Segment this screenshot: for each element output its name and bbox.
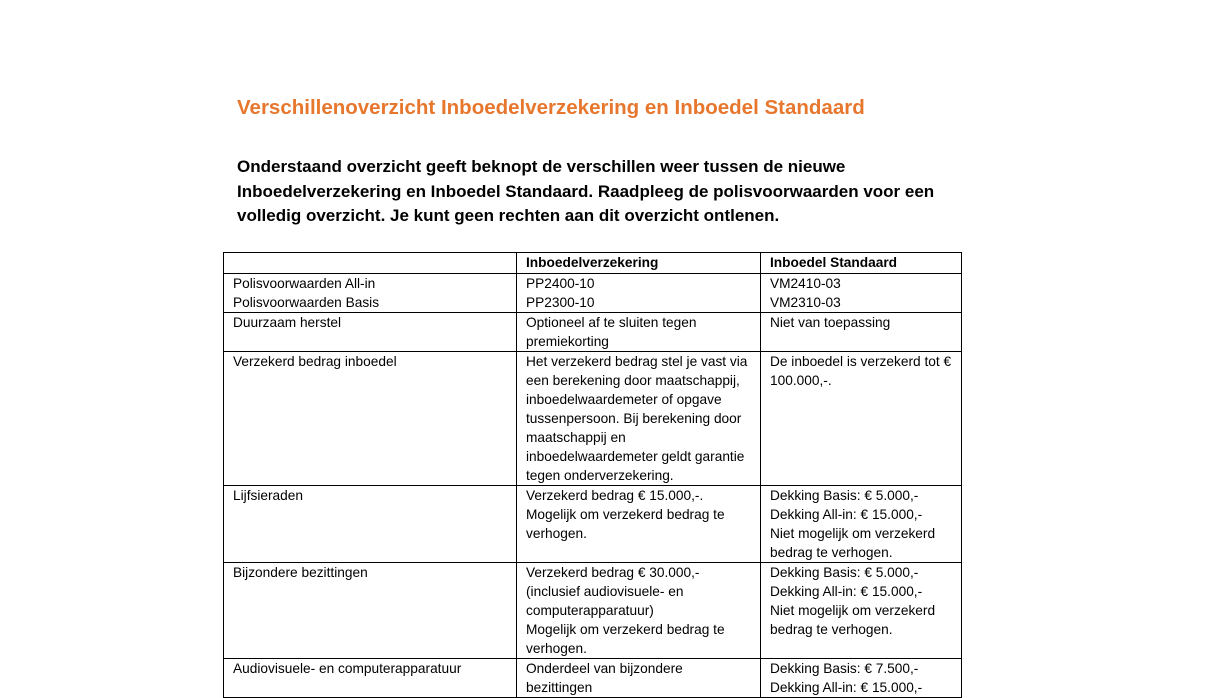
table-row <box>224 352 962 486</box>
cell-line: PP2400-10 <box>526 276 595 291</box>
cell-line: Audiovisuele- en computerapparatuur <box>233 661 462 676</box>
cell-line: Polisvoorwaarden All-in <box>233 276 376 291</box>
table-header-row <box>224 253 962 274</box>
inboedelverzekering-cell <box>517 352 761 486</box>
intro-paragraph <box>237 155 977 229</box>
row-label-cell <box>224 274 517 313</box>
header-inboedelverzekering: Inboedelverzekering <box>517 253 761 274</box>
cell-line: Niet mogelijk om verzekerd <box>770 526 936 541</box>
cell-line: bedrag te verhogen. <box>770 622 893 637</box>
row-label-cell <box>224 563 517 659</box>
inboedelverzekering-cell <box>517 486 761 563</box>
cell-line: Mogelijk om verzekerd bedrag te <box>526 507 725 522</box>
header-empty <box>224 253 517 274</box>
cell-line: Het verzekerd bedrag stel je vast via <box>526 354 748 369</box>
cell-line: inboedelwaardemeter of opgave <box>526 392 722 407</box>
cell-line: Verzekerd bedrag € 15.000,-. <box>526 488 704 503</box>
cell-line: verhogen. <box>526 526 587 541</box>
header-inboedel-standaard: Inboedel Standaard <box>761 253 962 274</box>
cell-line: tegen onderverzekering. <box>526 468 674 483</box>
intro-line: volledig overzicht. Je kunt geen rechten aan dit overzicht ontlenen. <box>237 206 780 225</box>
intro-line: Onderstaand overzicht geeft beknopt de verschillen weer tussen de nieuwe <box>237 157 846 176</box>
cell-line: computerapparatuur) <box>526 603 654 618</box>
cell-line: Niet van toepassing <box>770 315 891 330</box>
table-row <box>224 563 962 659</box>
inboedel-standaard-cell <box>761 486 962 563</box>
table-row <box>224 486 962 563</box>
table-row <box>224 274 962 313</box>
inboedelverzekering-cell <box>517 313 761 352</box>
cell-line: Dekking All-in: € 15.000,- <box>770 507 923 522</box>
cell-line: VM2310-03 <box>770 295 841 310</box>
cell-line: 100.000,-. <box>770 373 832 388</box>
cell-line: verhogen. <box>526 641 587 656</box>
inboedel-standaard-cell <box>761 274 962 313</box>
row-label-cell <box>224 486 517 563</box>
row-label-cell <box>224 313 517 352</box>
inboedelverzekering-cell <box>517 274 761 313</box>
inboedel-standaard-cell <box>761 352 962 486</box>
cell-line: Dekking Basis: € 5.000,- <box>770 565 919 580</box>
cell-line: (inclusief audiovisuele- en <box>526 584 684 599</box>
cell-line: Dekking All-in: € 15.000,- <box>770 584 923 599</box>
cell-line: De inboedel is verzekerd tot € <box>770 354 952 369</box>
cell-line: VM2410-03 <box>770 276 841 291</box>
row-label-cell <box>224 659 517 698</box>
table-row <box>224 659 962 698</box>
cell-line: Duurzaam herstel <box>233 315 342 330</box>
cell-line: een berekening door maatschappij, <box>526 373 740 388</box>
cell-line: Dekking Basis: € 7.500,- <box>770 661 919 676</box>
cell-line: Verzekerd bedrag € 30.000,- <box>526 565 700 580</box>
table-row <box>224 313 962 352</box>
comparison-table <box>223 252 962 698</box>
cell-line: inboedelwaardemeter geldt garantie <box>526 449 745 464</box>
inboedelverzekering-cell <box>517 659 761 698</box>
cell-line: maatschappij en <box>526 430 626 445</box>
table-body <box>224 274 962 698</box>
cell-line: Optioneel af te sluiten tegen <box>526 315 697 330</box>
cell-line: Lijfsieraden <box>233 488 304 503</box>
cell-line: tussenpersoon. Bij berekening door <box>526 411 742 426</box>
inboedel-standaard-cell <box>761 313 962 352</box>
cell-line: Dekking Basis: € 5.000,- <box>770 488 919 503</box>
cell-line: Dekking All-in: € 15.000,- <box>770 680 923 695</box>
inboedel-standaard-cell <box>761 659 962 698</box>
cell-line: Onderdeel van bijzondere <box>526 661 683 676</box>
intro-line: Inboedelverzekering en Inboedel Standaard. Raadpleeg de polisvoorwaarden voor een <box>237 181 935 201</box>
cell-line: PP2300-10 <box>526 295 595 310</box>
inboedel-standaard-cell <box>761 563 962 659</box>
inboedelverzekering-cell <box>517 563 761 659</box>
cell-line: bedrag te verhogen. <box>770 545 893 560</box>
document-title: Verschillenoverzicht Inboedelverzekering en Inboedel Standaard <box>237 96 865 119</box>
cell-line: Niet mogelijk om verzekerd <box>770 603 936 618</box>
cell-line: Polisvoorwaarden Basis <box>233 295 380 310</box>
cell-line: Verzekerd bedrag inboedel <box>233 354 397 369</box>
cell-line: Bijzondere bezittingen <box>233 565 368 580</box>
cell-line: Mogelijk om verzekerd bedrag te <box>526 622 725 637</box>
row-label-cell <box>224 352 517 486</box>
cell-line: premiekorting <box>526 334 609 349</box>
cell-line: bezittingen <box>526 680 593 695</box>
